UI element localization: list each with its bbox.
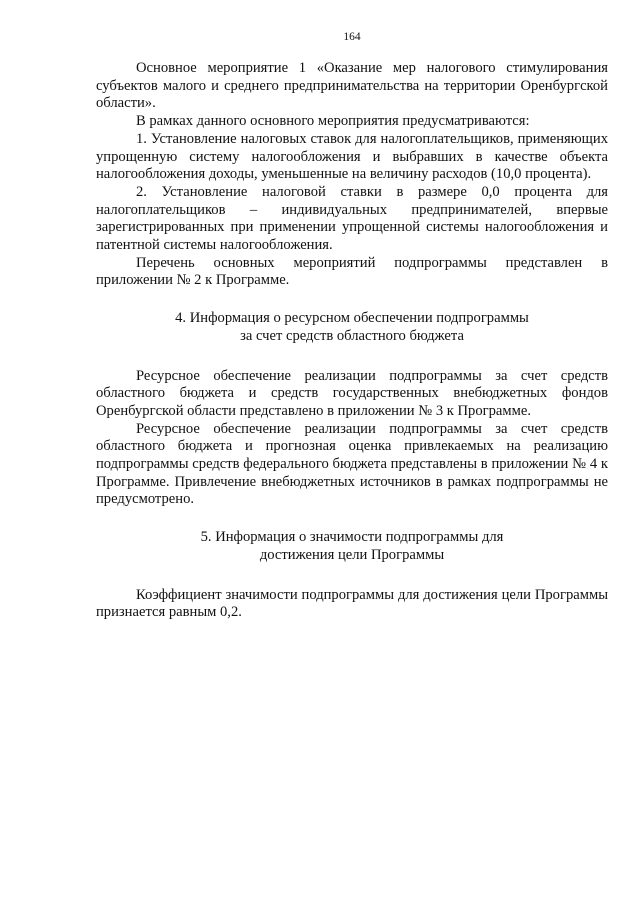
paragraph-main-event: Основное мероприятие 1 «Оказание мер налогового стимулирования субъектов малого и среднего предпринимательства на территории Оренбургской области».	[96, 60, 608, 112]
paragraph-coefficient: Коэффициент значимости подпрограммы для достижения цели Программы признается равным 0,2.	[96, 586, 608, 621]
intro-section	[96, 60, 608, 290]
section-5-heading-line-2: достижения цели Программы	[259, 546, 445, 563]
page-number: 164	[343, 31, 361, 43]
section-4-heading-line-2: за счет средств областного бюджета	[240, 327, 464, 344]
paragraph-events-list: Перечень основных мероприятий подпрограммы представлен в приложении № 2 к Программе.	[96, 254, 608, 289]
paragraph-resource-2: Ресурсное обеспечение реализации подпрограммы за счет средств областного бюджета и прогнозная оценка привлекаемых на реализацию подпрограммы средств федерального бюджета представлены в приложении № 4 к Программе. Привлечение внебюджетных источников в рамках подпрограммы не предусмотрено.	[96, 420, 608, 508]
document-page	[96, 30, 608, 890]
section-5-heading-line-1: 5. Информация о значимости подпрограммы для	[200, 529, 504, 546]
section-5-body	[96, 587, 608, 622]
section-4-heading	[96, 310, 608, 345]
section-4-body	[96, 368, 608, 510]
paragraph-event-scope: В рамках данного основного мероприятия предусматриваются:	[136, 113, 530, 130]
section-5-heading	[96, 529, 608, 564]
paragraph-item-2: 2. Установление налоговой ставки в размере 0,0 процента для налогоплательщиков – индивидуальных предпринимателей, впервые зарегистрированных при применении упрощенной системы налогообложения и патентной системы налогообложения.	[96, 183, 608, 254]
paragraph-resource-1: Ресурсное обеспечение реализации подпрограммы за счет средств областного бюджета и средств государственных внебюджетных фондов Оренбургской области представлено в приложении № 3 к Программе.	[96, 367, 608, 419]
section-4-heading-line-1: 4. Информация о ресурсном обеспечении подпрограммы	[175, 310, 529, 327]
paragraph-item-1: 1. Установление налоговых ставок для налогоплательщиков, применяющих упрощенную систему налогообложения и выбравших в качестве объекта налогообложения доходы, уменьшенные на величину расходов (10,0 процента).	[96, 130, 608, 183]
